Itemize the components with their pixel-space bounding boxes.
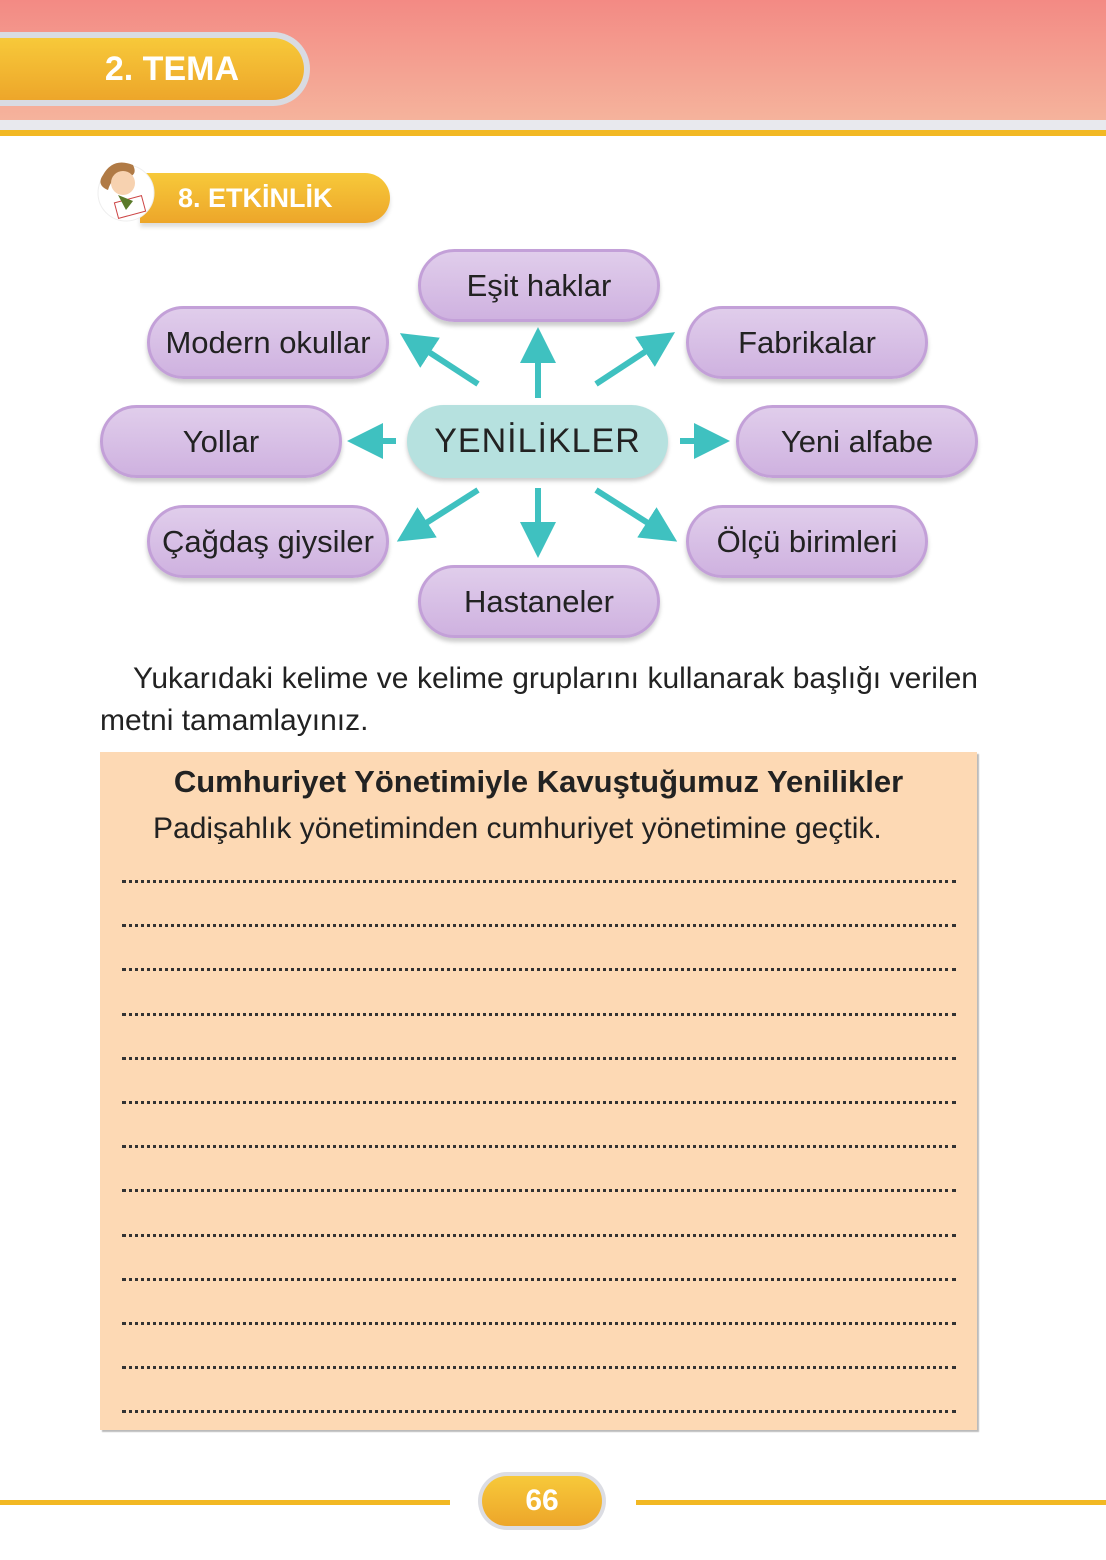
writing-line[interactable]	[122, 924, 956, 927]
writing-line[interactable]	[122, 1013, 956, 1016]
node-modern-okullar: Modern okullar	[147, 306, 389, 379]
arrow-down-right	[596, 490, 662, 532]
writing-line[interactable]	[122, 1322, 956, 1325]
node-cagdas-giysiler: Çağdaş giysiler	[147, 505, 389, 578]
box-title: Cumhuriyet Yönetimiyle Kavuştuğumuz Yenilikler	[173, 764, 904, 799]
writing-line[interactable]	[122, 1057, 956, 1060]
node-yeni-alfabe: Yeni alfabe	[736, 405, 978, 478]
writing-line[interactable]	[122, 968, 956, 971]
writing-line[interactable]	[122, 1410, 956, 1413]
center-node: YENİLİKLER	[407, 405, 668, 478]
page-number: 66	[482, 1476, 602, 1526]
node-olcu-birimleri: Ölçü birimleri	[686, 505, 928, 578]
writing-line[interactable]	[122, 1278, 956, 1281]
writing-line[interactable]	[122, 1145, 956, 1148]
arrow-up-right	[596, 342, 660, 384]
node-hastaneler: Hastaneler	[418, 565, 660, 638]
activity-badge: 8. ETKİNLİK	[140, 173, 390, 223]
writing-box	[100, 752, 977, 1430]
footer-line-right	[636, 1500, 1106, 1505]
writing-line[interactable]	[122, 1101, 956, 1104]
first-sentence: Padişahlık yönetiminden cumhuriyet yönetimine geçtik.	[153, 812, 882, 845]
writing-line[interactable]	[122, 880, 956, 883]
theme-label: 2. TEMA	[0, 38, 304, 100]
node-yollar: Yollar	[100, 405, 342, 478]
writing-line[interactable]	[122, 1189, 956, 1192]
page-number-badge	[478, 1472, 606, 1530]
writing-line[interactable]	[122, 1366, 956, 1369]
arrow-down-left	[412, 490, 478, 532]
arrow-up-left	[415, 343, 478, 384]
node-fabrikalar: Fabrikalar	[686, 306, 928, 379]
instruction-text: Yukarıdaki kelime ve kelime gruplarını kullanarak başlığı verilen metni tamamlayınız.	[100, 662, 978, 737]
footer-line-left	[0, 1500, 450, 1505]
writing-line[interactable]	[122, 1234, 956, 1237]
node-esit-haklar: Eşit haklar	[418, 249, 660, 322]
